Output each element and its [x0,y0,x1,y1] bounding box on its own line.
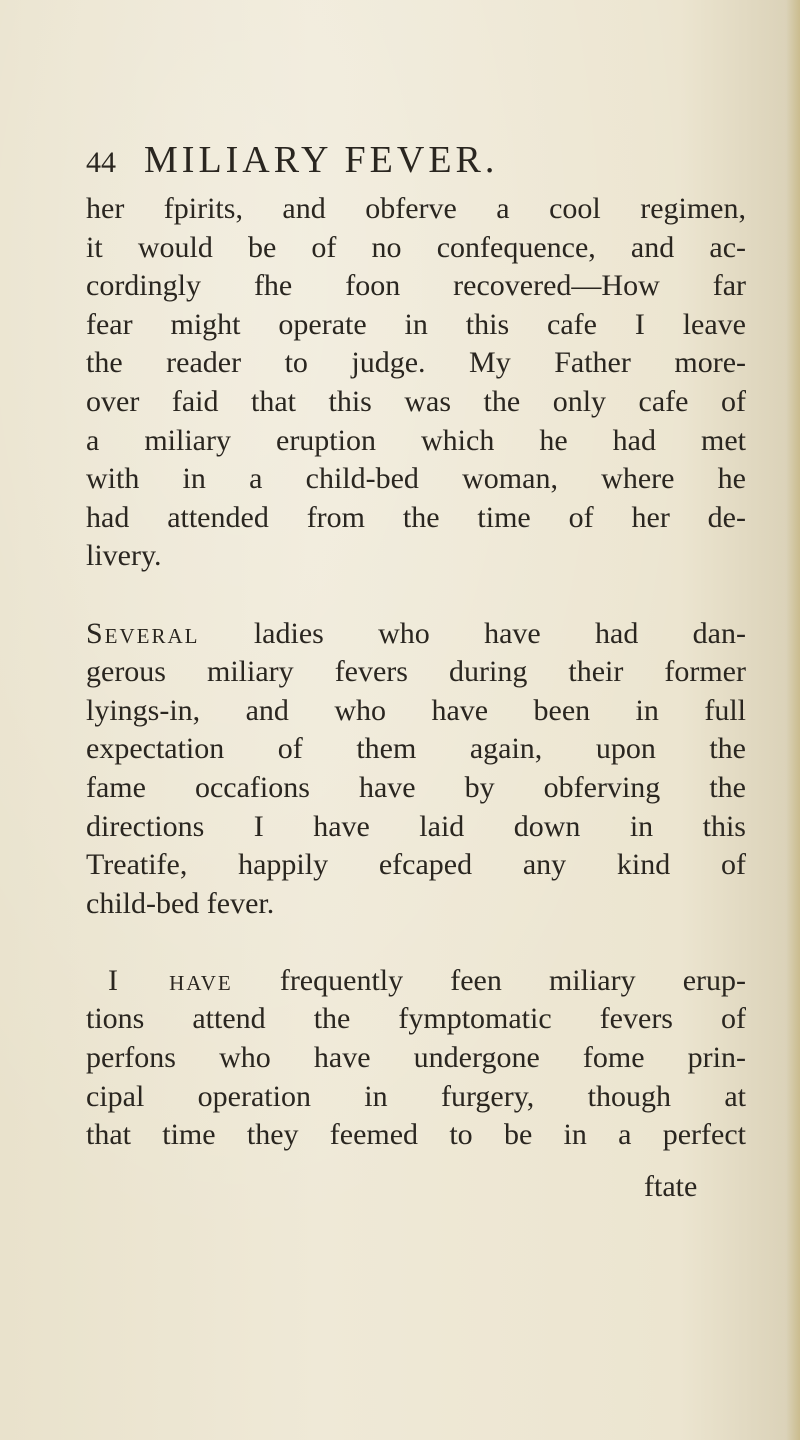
lead-word: I have [108,963,233,997]
text-line: lyings-in, and who have been in full [86,693,746,727]
body-text [86,190,746,1155]
text-line: the reader to judge. My Father more- [86,346,746,380]
text-line: directions I have laid down in this [86,809,746,843]
paragraph-gap [86,923,746,962]
text-line: cipal operation in furgery, though at [86,1079,746,1113]
text-line [86,615,746,654]
paragraph-1 [86,190,746,576]
page-header [86,138,706,188]
text-line: had attended from the time of her de- [86,500,746,534]
text-line: fame occafions have by obferving the [86,770,746,804]
text-line: Treatife, happily efcaped any kind of [86,848,746,882]
text-line: fear might operate in this cafe I leave [86,307,746,341]
text-line: over faid that this was the only cafe of [86,384,746,418]
text-line: it would be of no confequence, and ac- [86,230,746,264]
lead-word: Several [86,616,200,650]
text-fragment: ladies who have had dan- [199,616,746,650]
text-line: child-bed fever. [86,886,275,920]
text-line: a miliary eruption which he had met [86,423,746,457]
paragraph-gap [86,576,746,615]
paragraph-3 [86,962,746,1155]
text-line: gerous miliary fevers during their former [86,655,746,689]
running-head: MILIARY FEVER. [144,139,499,181]
text-line: her fpirits, and obferve a cool regimen, [86,192,746,225]
text-line: expectation of them again, upon the [86,732,746,766]
text-line: tions attend the fymptomatic fevers of [86,1002,746,1036]
text-fragment: frequently feen miliary erup- [232,963,746,997]
page-edge-shadow [786,0,800,1440]
text-line: perfons who have undergone fome prin- [86,1041,746,1075]
text-line: cordingly fhe foon recovered—How far [86,269,746,303]
catchword: ftate [644,1170,698,1203]
text-line [86,962,746,1001]
text-line: livery. [86,539,162,573]
text-line: that time they feemed to be in a perfect [86,1118,746,1152]
page-number: 44 [86,146,116,179]
paragraph-2 [86,615,746,924]
text-line: with in a child-bed woman, where he [86,462,746,496]
